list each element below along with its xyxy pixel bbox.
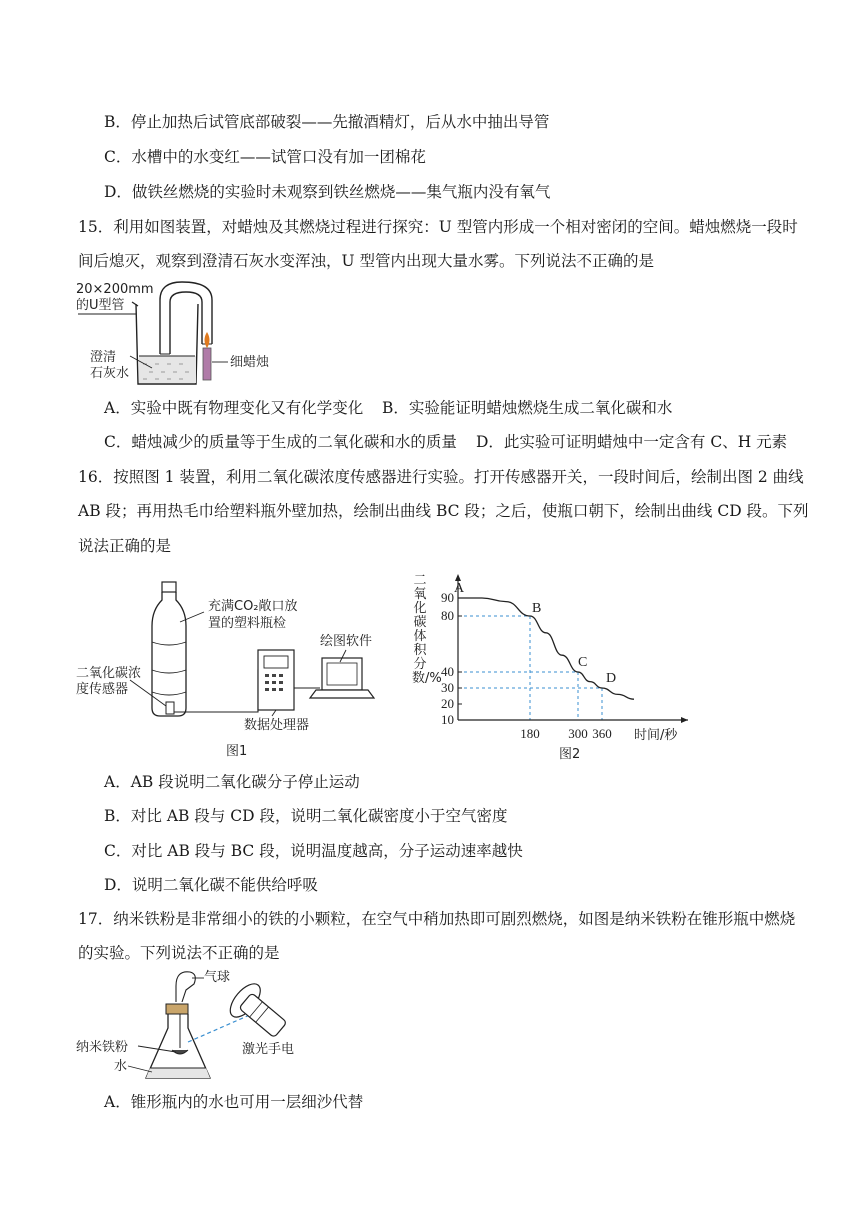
q16-option-d: D．说明二氧化碳不能供给呼吸 xyxy=(104,876,318,894)
chart-y-tick-label: 90 xyxy=(441,590,454,605)
q17-stem-line2: 的实验。下列说法不正确的是 xyxy=(78,944,280,962)
q14-option-c: C．水槽中的水变红——试管口没有加一团棉花 xyxy=(104,148,426,166)
chart-x-tick-label: 300 xyxy=(568,726,588,741)
q15-figure-u-tube xyxy=(76,278,276,390)
q15-label-u-tube: 的U型管 xyxy=(76,298,125,313)
q16-stem-line3: 说法正确的是 xyxy=(78,537,172,555)
q16-stem-line2: AB 段；再用热毛巾给塑料瓶外壁加热，绘制出曲线 BC 段；之后，使瓶口朝下，绘制出曲线 CD 段。下列 xyxy=(78,502,809,520)
q14-option-d: D．做铁丝燃烧的实验时未观察到铁丝燃烧——集气瓶内没有氧气 xyxy=(104,183,551,201)
q15-label-tube-size: 20×200mm xyxy=(76,282,154,297)
chart-x-tick-label: 360 xyxy=(592,726,612,741)
q15-option-d: D．此实验可证明蜡烛中一定含有 C、H 元素 xyxy=(476,433,788,451)
chart-y-tick-label: 80 xyxy=(441,608,454,623)
q15-label-limewater-2: 石灰水 xyxy=(90,366,130,381)
q15-label-limewater-1: 澄清 xyxy=(90,350,117,365)
chart-x-tick-label: 180 xyxy=(520,726,540,741)
q16-figure-2-chart xyxy=(412,568,702,764)
q15-option-a: A．实验中既有物理变化又有化学变化 xyxy=(104,399,364,417)
q15-option-b: B．实验能证明蜡烛燃烧生成二氧化碳和水 xyxy=(382,399,673,417)
chart-y-axis-label: 二氧化碳体积分数/% xyxy=(412,573,442,686)
q16-label-sensor-1: 二氧化碳浓 xyxy=(76,666,142,681)
q17-figure-flask xyxy=(76,966,326,1088)
chart-y-tick-label: 30 xyxy=(441,680,454,695)
q15-stem-line2: 间后熄灭，观察到澄清石灰水变浑浊，U 型管内出现大量水雾。下列说法不正确的是 xyxy=(78,252,654,270)
q16-label-bottle-1: 充满CO₂敞口放 xyxy=(208,599,298,614)
q16-stem-line1: 16．按照图 1 装置，利用二氧化碳浓度传感器进行实验。打开传感器开关，一段时间后，绘制出图 2 曲线 xyxy=(78,468,804,486)
q16-option-a: A．AB 段说明二氧化碳分子停止运动 xyxy=(104,773,360,791)
q14-option-b: B．停止加热后试管底部破裂——先撤酒精灯，后从水中抽出导管 xyxy=(104,113,550,131)
q17-label-balloon: 气球 xyxy=(204,970,231,985)
q17-label-water: 水 xyxy=(114,1059,128,1074)
chart-y-tick-label: 40 xyxy=(441,664,454,679)
q17-option-a: A．锥形瓶内的水也可用一层细沙代替 xyxy=(104,1093,364,1111)
q16-label-software: 绘图软件 xyxy=(320,634,373,649)
chart-x-axis-arrow xyxy=(681,717,688,723)
q15-stem-line1: 15．利用如图装置，对蜡烛及其燃烧过程进行探究：U 型管内形成一个相对密闭的空间。蜡烛燃烧一段时 xyxy=(78,218,798,236)
q17-stem-line1: 17．纳米铁粉是非常细小的铁的小颗粒，在空气中稍加热即可剧烈燃烧，如图是纳米铁粉在锥形瓶中燃烧 xyxy=(78,910,796,928)
q16-option-b: B．对比 AB 段与 CD 段，说明二氧化碳密度小于空气密度 xyxy=(104,807,508,825)
q16-figure-2-caption: 图2 xyxy=(559,747,581,762)
chart-point-label: D xyxy=(606,671,617,686)
q16-label-sensor-2: 度传感器 xyxy=(76,682,129,697)
q16-label-bottle-2: 置的塑料瓶检 xyxy=(208,616,287,631)
chart-y-tick-label: 20 xyxy=(441,696,454,711)
q15-label-candle: 细蜡烛 xyxy=(230,355,270,370)
q17-label-laser: 激光手电 xyxy=(242,1042,295,1057)
q16-figure-1-apparatus xyxy=(76,578,406,760)
chart-y-tick-label: 10 xyxy=(441,712,454,727)
chart-point-label: C xyxy=(578,655,588,670)
q17-label-iron-powder: 纳米铁粉 xyxy=(76,1040,129,1055)
q16-figure-1-caption: 图1 xyxy=(226,744,248,759)
chart-point-label: A xyxy=(454,581,465,596)
chart-x-axis-label: 时间/秒 xyxy=(634,728,678,743)
q16-label-processor: 数据处理器 xyxy=(244,718,310,733)
chart-y-axis-arrow xyxy=(455,574,461,581)
q16-option-c: C．对比 AB 段与 BC 段，说明温度越高，分子运动速率越快 xyxy=(104,842,523,860)
q15-option-c: C．蜡烛减少的质量等于生成的二氧化碳和水的质量 xyxy=(104,433,457,451)
chart-point-label: B xyxy=(532,601,542,616)
